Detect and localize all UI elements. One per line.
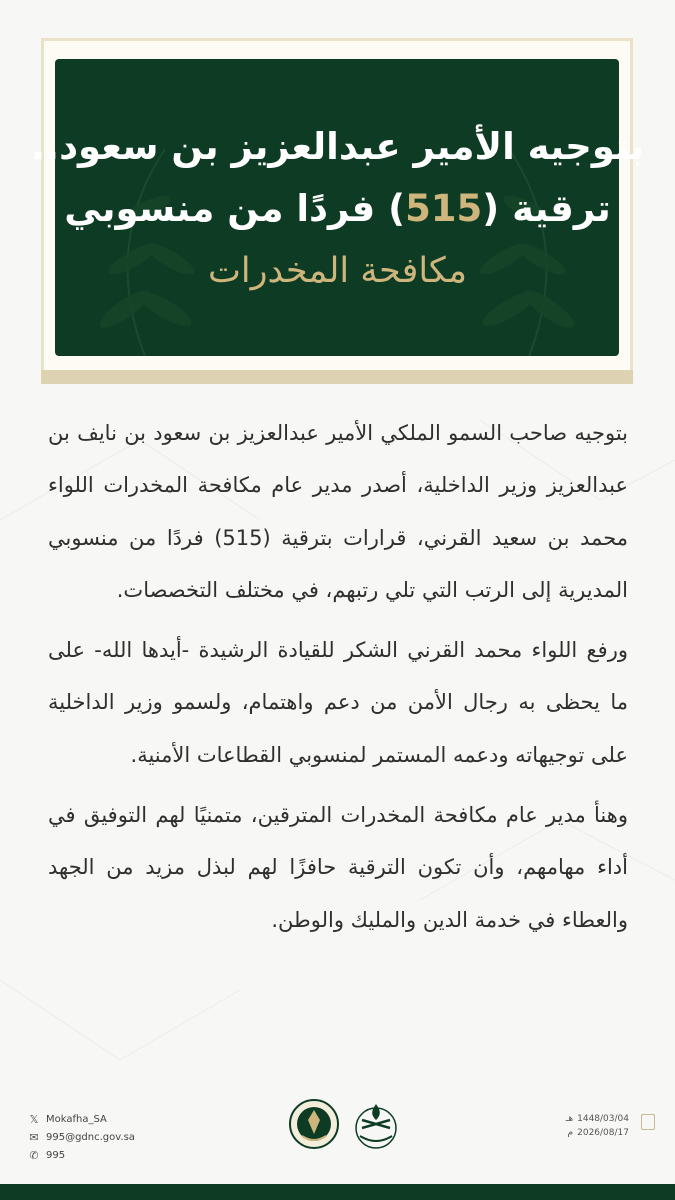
headline bbox=[0, 116, 675, 302]
header-frame-shadow bbox=[41, 370, 633, 384]
paragraph-1: بتوجيه صاحب السمو الملكي الأمير عبدالعزيز بن سعود بن نايف بن عبدالعزيز وزير الداخلية، أصدر مدير عام مكافحة المخدرات اللواء محمد بن سعيد القرني، قرارات بترقية (515) فردًا من منسوبي المديرية إلى الرتب التي تلي رتبهم، في مختلف التخصصات. bbox=[48, 421, 628, 602]
moi-emblem-icon bbox=[350, 1098, 402, 1150]
headline-line-3: مكافحة المخدرات bbox=[207, 251, 468, 291]
article-body bbox=[48, 407, 628, 954]
bottom-bar bbox=[0, 1184, 675, 1200]
x-logo-icon: 𝕏 bbox=[29, 1112, 39, 1126]
headline-line-2: ترقية (515) فردًا من منسوبي bbox=[64, 187, 611, 230]
gdnc-emblem-icon bbox=[288, 1098, 340, 1150]
phone-contact[interactable]: ✆ 995 bbox=[29, 1148, 66, 1162]
contact-info bbox=[28, 1110, 135, 1164]
gregorian-date: م 2026/08/17 bbox=[567, 1128, 629, 1138]
phone-icon: ✆ bbox=[29, 1148, 39, 1162]
paragraph-2: ورفع اللواء محمد القرني الشكر للقيادة الرشيدة -أيدها الله- على ما يحظى به رجال الأمن من دعم واهتمام، ولسمو وزير الداخلية على توجيهاته ودعمه المستمر لمنسوبي القطاعات الأمنية. bbox=[48, 638, 628, 767]
promotion-count: 515 bbox=[405, 187, 483, 230]
headline-line-1: بتوجيه الأمير عبدالعزيز بن سعود.. bbox=[30, 125, 645, 168]
hijri-date: هـ 1448/03/04 bbox=[565, 1114, 629, 1124]
calendar-icon bbox=[641, 1114, 655, 1130]
logos bbox=[288, 1098, 402, 1150]
mail-icon: ✉ bbox=[29, 1130, 39, 1144]
dates bbox=[566, 1112, 653, 1140]
paragraph-3: وهنأ مدير عام مكافحة المخدرات المترقين، متمنيًا لهم التوفيق في أداء مهامهم، وأن تكون الترقية حافزًا لهم لبذل مزيد من الجهد والعطاء في خدمة الدين والمليك والوطن. bbox=[48, 803, 628, 932]
x-contact[interactable]: 𝕏 Mokafha_SA bbox=[29, 1112, 107, 1126]
email-contact[interactable]: ✉ 995@gdnc.gov.sa bbox=[29, 1130, 135, 1144]
